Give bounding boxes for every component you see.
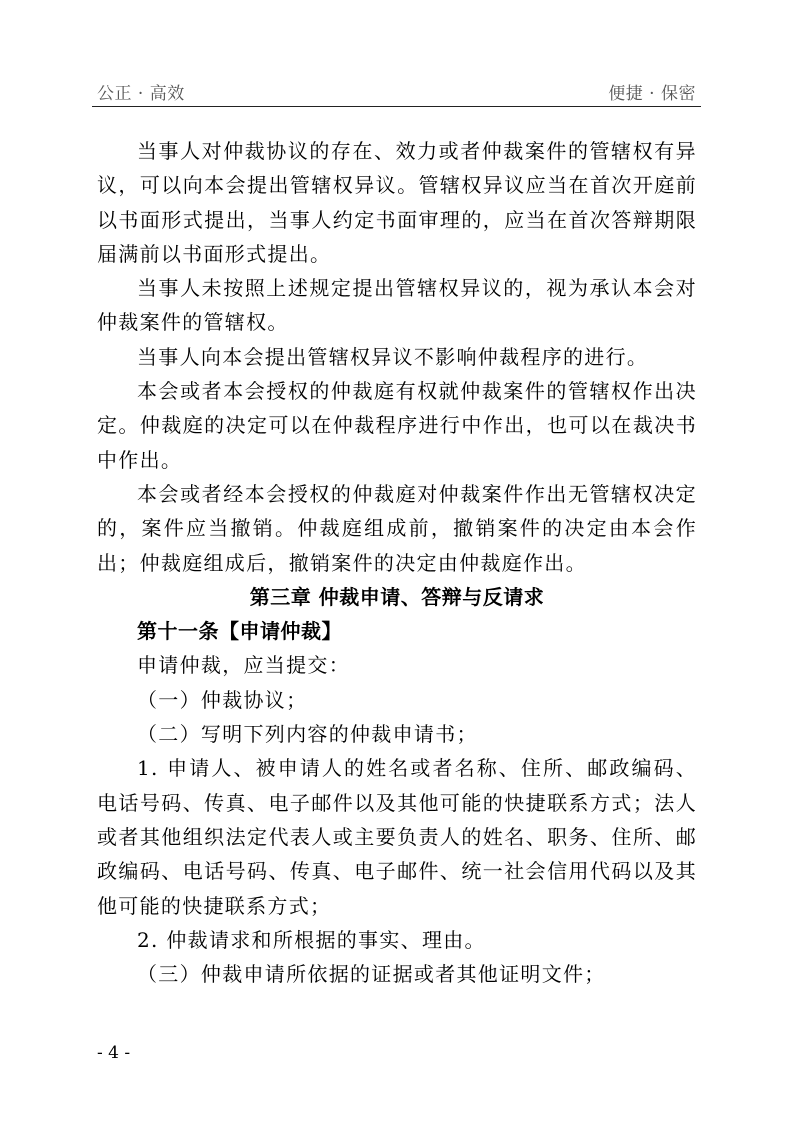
paragraph-jurisdiction-decision: 本会或者本会授权的仲裁庭有权就仲裁案件的管辖权作出决定。仲裁庭的决定可以在仲裁程序进行中作出，也可以在裁决书中作出。	[97, 379, 697, 472]
paragraph-no-effect-on-proceedings: 当事人向本会提出管辖权异议不影响仲裁程序的进行。	[137, 344, 649, 369]
header-right-motto: 便捷 · 保密	[608, 84, 696, 104]
list-item-application-form: （二）写明下列内容的仲裁申请书；	[137, 722, 478, 747]
paragraph-case-withdrawal: 本会或者经本会授权的仲裁庭对仲裁案件作出无管辖权决定的，案件应当撤销。仲裁庭组成前，撤销案件的决定由本会作出；仲裁庭组成后，撤销案件的决定由仲裁庭作出。	[97, 481, 697, 575]
header-left-motto: 公正 · 高效	[97, 84, 185, 104]
paragraph-application-intro: 申请仲裁，应当提交：	[137, 653, 350, 678]
paragraph-jurisdiction-objection: 当事人对仲裁协议的存在、效力或者仲裁案件的管辖权有异议，可以向本会提出管辖权异议。管辖权异议应当在首次开庭前以书面形式提出，当事人约定书面审理的，应当在首次答辩期限届满前以书面形式提出。	[97, 139, 697, 266]
chapter-title: 第三章 仲裁申请、答辩与反请求	[249, 584, 545, 609]
article-title: 第十一条【申请仲裁】	[137, 619, 342, 644]
list-item-arbitration-agreement: （一）仲裁协议；	[137, 687, 308, 712]
header-divider	[92, 106, 701, 107]
list-item-evidence: （三）仲裁申请所依据的证据或者其他证明文件；	[137, 962, 606, 987]
list-item-party-details: 1. 申请人、被申请人的姓名或者名称、住所、邮政编码、电话号码、传真、电子邮件以及其他可能的快捷联系方式；法人或者其他组织法定代表人或主要负责人的姓名、职务、住所、邮政编码、电话号码、传真、电子邮件、统一社会信用代码以及其他可能的快捷联系方式；	[97, 756, 697, 918]
page-number: - 4 -	[97, 1043, 131, 1063]
document-body	[97, 134, 697, 991]
list-item-claims: 2. 仲裁请求和所根据的事实、理由。	[137, 927, 486, 952]
paragraph-failure-to-object: 当事人未按照上述规定提出管辖权异议的，视为承认本会对仲裁案件的管辖权。	[97, 276, 697, 335]
